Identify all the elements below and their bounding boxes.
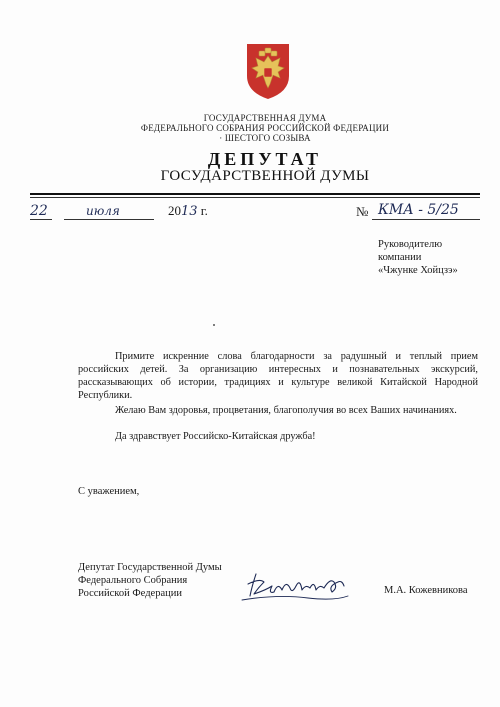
position-line2: Федерального Собрания <box>78 575 188 586</box>
date-day-underline <box>30 219 52 220</box>
outgoing-number: КМА - 5/25 <box>378 202 459 218</box>
recipient-line2: компании <box>378 252 422 263</box>
org-name-line2: ФЕДЕРАЛЬНОГО СОБРАНИЯ РОССИЙСКОЙ ФЕДЕРАЦИИ <box>140 123 390 133</box>
letterhead-subtitle: ГОСУДАРСТВЕННОЙ ДУМЫ <box>160 168 370 184</box>
number-underline <box>372 219 480 220</box>
recipient-line3: «Чжунке Хойцзэ» <box>378 265 458 276</box>
header-rule-thin <box>30 197 480 198</box>
signatory-name: М.А. Кожевникова <box>384 585 468 596</box>
date-year-suffix: г. <box>200 203 208 218</box>
recipient-line1: Руководителю <box>378 239 443 250</box>
letterhead-title: ДЕПУТАТ <box>207 149 323 169</box>
org-name-line1: ГОСУДАРСТВЕННАЯ ДУМА <box>203 113 327 123</box>
signature-icon <box>238 568 358 604</box>
position-line3: Российской Федерации <box>78 588 182 599</box>
date-year <box>168 203 208 219</box>
coat-of-arms-icon <box>244 42 292 100</box>
signatory-position <box>78 561 222 600</box>
date-day: 22 <box>30 203 48 219</box>
date-month-underline <box>64 219 154 220</box>
closing-regards: С уважением, <box>78 486 140 497</box>
org-name-line3: · ШЕСТОГО СОЗЫВА <box>219 133 311 143</box>
date-year-handwritten: 13 <box>181 204 198 219</box>
stray-dot <box>213 324 215 326</box>
body-paragraph-1: Примите искренние слова благодарности за радушный и теплый прием российских детей. За организацию интересных и познавательных экскурсий, рассказывающих об истории, традициях и культуре великой Китайской Народной Республики. <box>78 351 478 401</box>
body-paragraph-3: Да здравствует Российско-Китайская дружба! <box>115 431 316 442</box>
date-month: июля <box>86 204 120 218</box>
position-line1: Депутат Государственной Думы <box>78 562 222 573</box>
body-paragraph-2: Желаю Вам здоровья, процветания, благополучия во всех Ваших начинаниях. <box>115 405 457 416</box>
date-year-prefix: 20 <box>168 203 181 218</box>
number-mark: № <box>356 204 369 219</box>
header-rule-thick <box>30 193 480 195</box>
